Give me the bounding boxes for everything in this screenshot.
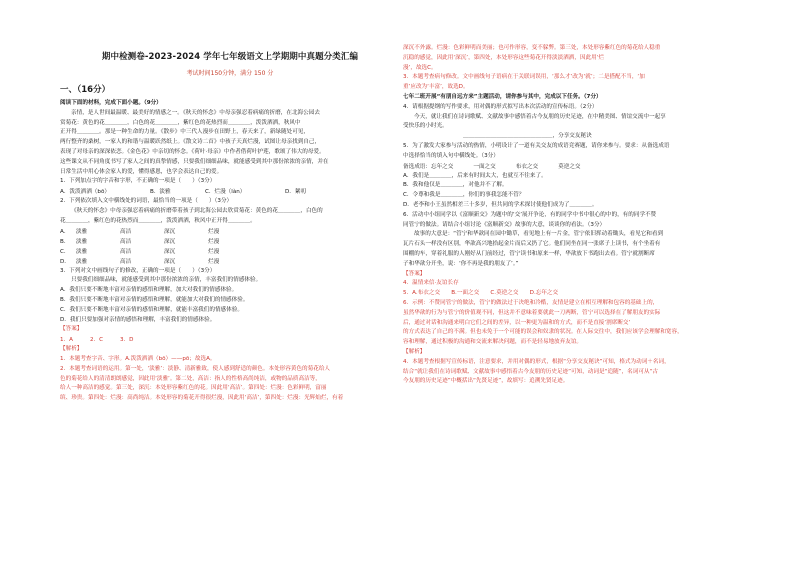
q5-item: C．令尊和我是＿＿＿＿，你们的事我怎能不管？	[403, 192, 525, 199]
section-heading: 七年二班开展“有朋自远方来”主题活动，请你参与其中，完成以下任务。（7分）	[403, 93, 602, 100]
question-5: 5．为了激发大家参与活动的热情，小明设计了一道有关交友的成语竞赛题，请你来参与。要求：从备选成语	[403, 142, 670, 149]
question-6: 6．活动中小组同学以《富顺新交》为题中的‘交’展开争论，有的同学中书中很心的中的，有的同学不赞	[403, 211, 657, 218]
analysis-label: 【解析】	[60, 346, 83, 353]
answer-line: 5．A.布衣之交 B.一面之交 C.莫逆之交 D.忘年之交	[403, 290, 559, 297]
question-3: 3．下列对文中画线句子的修改，正确的一项是（ ）（3分）	[60, 267, 216, 274]
passage-line: 正开得＿＿＿＿。那是一种生命的力量。《散步》中三代人漫步在田野上，春天来了，新绿随处可见，	[60, 129, 309, 136]
story-line: 子和华歆分开坐，说：‘你不再是我的朋友了’。”	[403, 260, 519, 267]
q2-option-row	[60, 247, 400, 257]
answers-row	[60, 335, 400, 345]
analysis-line: 深沉不外露。烂漫：色彩鲜明而美丽；也可作形容，变不躲弊。第三处，本处形容紫红色的菊花给人稳重	[403, 45, 661, 51]
option-key: B．	[60, 238, 70, 245]
option-word: 烂漫	[208, 228, 220, 235]
answer-line: 容和理解，通过积极的沟通和交流来解决问题，而不是轻易地放弃友谊。	[403, 339, 583, 346]
analysis-line: 色的菊花给人的清清朗朗感觉，因此用‘淡雅’。第二处，高洁：指人的性格高尚纯洁，或物的品质高洁等，	[60, 375, 321, 382]
option-word: 淡雅	[76, 238, 88, 245]
q4-answer-line: ＿＿＿＿＿＿＿＿＿＿＿＿＿＿＿＿，分享交友秘诀	[463, 133, 592, 140]
bank-label: 备选成语：忘年之交	[403, 163, 454, 170]
option-word: 淡雅	[76, 248, 88, 255]
answer-line: 虽然华歆的行为与管宁的价值观不同，但这并不意味着要就此一刀两断，管宁可以选择在了解朋友的实际	[403, 309, 661, 316]
answer-line: 的方式表达了自己的不满。但也未免于一个可能的误会和奴隶的状况。在人际交往中，我们应该学会理解和宽容，	[403, 329, 683, 336]
page-title: 期中检测卷-2023-2024 学年七年级语文上学期期中真题分类汇编	[101, 52, 359, 62]
passage-line: 这些课文从不同角度书写了家人之间的真挚情感，只要我们细细品味，就能感受到其中那份浓浓的亲情，并在	[60, 158, 329, 165]
analysis-line: 结合“就让我们在诗词歌赋、文献故事中感悟着古今友朋的历史足迹”可知，动词是“追随”，名词可从“古	[403, 368, 659, 375]
right-column	[403, 44, 748, 387]
answer-label: 【答案】	[403, 270, 426, 277]
answer-line: 后，通过对话和沟通来明白它们之间的差异，以一种更为温和的方式，而不是直接‘割席断交’	[403, 319, 631, 326]
analysis-line: 给人一种高洁的感觉。第三处，深沉：本处形容紫红色的花。因此用‘高洁’。第四处：烂漫：色彩鲜明，富丽	[60, 385, 327, 392]
bank-item: 布衣之交	[515, 163, 539, 170]
analysis-line: 沉稳的感觉，因此用‘深沉’，第四处，本处形容这些菊花开得淡淡洒洒，因此用‘烂	[403, 54, 605, 61]
analysis-line: 2．本题考查词语的运用。第一处，‘淡雅’：淡静、清新雅致，使人感到舒适的颜色。本处形容黄色的菊花给人	[60, 365, 331, 372]
story-text: “管宁和华歆同在园中锄草，看见地上有一片金，管宁依旧挥动着锄头，看见它和看到	[453, 231, 664, 238]
passage-line: 赏菊花：黄色的花＿＿＿＿，白色的花＿＿＿＿，紫红色的花热烈而＿＿＿＿，泼泼洒洒，秋风中	[60, 119, 301, 126]
option-word: 淡雅	[76, 228, 88, 235]
instruction: 阅读下面的材料，完成下面小题。（9分）	[60, 100, 162, 106]
story-line	[403, 230, 748, 240]
q2-text: 《秋天的怀念》中母亲强忍着病痛的折磨带着孩子到北海公园去欣赏菊花：黄色的花＿＿＿＿，白色的	[71, 207, 323, 214]
option-word: 高洁	[120, 258, 132, 265]
answer: 1．A	[60, 337, 73, 344]
passage-line: 日常生活中用心体会家人的爱，懂得感恩，也学会表达自己的爱。	[60, 168, 223, 175]
q1-option: A．泼泼洒洒（bō）	[60, 189, 110, 196]
question-1: 1．下列加点字的字音和字形，不正确的一项是（ ）（3分）	[60, 178, 216, 185]
q2-option-row	[60, 257, 400, 267]
q1-option: D．絮叨	[285, 189, 307, 196]
bank-item: 一面之交	[473, 163, 496, 170]
answer: 3．D	[120, 337, 134, 344]
q5-item: B．我和他仅是＿＿＿＿，对他并不了解。	[403, 182, 508, 189]
q3-option: C．我们只要不断地丰富对亲情的感悟和理解，就能丰富我们的情感体验。	[60, 306, 243, 313]
question-5: 中选择恰当的填入句中横线处。（3分）	[403, 152, 499, 159]
analysis-line: 重’应改为‘丰富’，故选D。	[403, 84, 469, 91]
option-word: 烂漫	[208, 258, 220, 265]
answer-line: 4．温情来信·友谊长存	[403, 280, 459, 287]
option-word: 高洁	[120, 248, 132, 255]
q3-option: A．我们只要不断地丰富对亲情的感悟和理解，加大对我们的情感体验。	[60, 287, 238, 294]
story-head: 故事的大意是：	[414, 231, 454, 238]
option-word: 淡雅	[76, 258, 88, 265]
left-column	[60, 44, 400, 404]
analysis-line: 1．本题考查字音、字形。A.泼泼洒洒（bō）——pō；故选A。	[60, 355, 216, 362]
analysis-line: 漫’，故选C。	[403, 64, 437, 71]
question-6: 同管宁的做法。请结合小组讨论《富顺新交》故事的大意，谈谈你的看法。（3分）	[403, 221, 606, 228]
bank-item: 莫逆之交	[558, 163, 581, 170]
option-key: D．	[60, 258, 70, 265]
idiom-bank	[403, 162, 748, 172]
q2-option-row	[60, 227, 400, 237]
analysis-label: 【解析】	[403, 348, 426, 355]
q1-options	[60, 187, 400, 197]
analysis-line: 缤、珍贵。第四处：烂漫：高尚纯洁。本处形容的菊花开得很烂漫，因此用‘高洁’，第四处：烂漫：光辉灿烂，有着	[60, 395, 344, 402]
passage-line: 表现了对母亲的深深依恋。《金色花》中亲切的怀念。《荷叶·母亲》中作者借荷叶护莲，歌颂了伟大的母爱。	[60, 148, 325, 155]
option-key: C．	[60, 248, 70, 255]
option-word: 深沉	[164, 258, 176, 265]
passage-line: 两行整齐的桑树，一家人的和谐与温暖跃然纸上。《散文诗二首》中孩子天真烂漫，试图让母亲找到自己，	[60, 139, 321, 146]
q2-text: 花＿＿＿＿，紫红色的花热烈而＿＿＿＿，泼泼洒洒，秋风中正开得＿＿＿＿。	[60, 217, 256, 224]
q5-item: A．我们是＿＿＿＿，后来有时间太大，也就互不往来了。	[403, 172, 547, 179]
option-word: 烂漫	[208, 238, 220, 245]
option-word: 深沉	[164, 228, 176, 235]
analysis-line: 今友朋的历史足迹”中概括出“先贤足迹”，故填写：追溯先贤足迹。	[403, 378, 569, 385]
exam-info: 考试时间150分钟，满分 150 分	[186, 70, 274, 77]
q3-option: D．我们只要加强对亲情的感悟和理解，丰富我们的情感体验。	[60, 316, 216, 323]
option-word: 深沉	[164, 238, 176, 245]
option-word: 深沉	[164, 248, 176, 255]
option-word: 烂漫	[208, 248, 220, 255]
section-heading: 一、（16分）	[60, 85, 111, 95]
option-word: 高洁	[120, 228, 132, 235]
q1-option: C．烂漫（làn）	[205, 189, 246, 196]
answer: 2．C	[90, 337, 104, 344]
q1-option: B．淡雅	[150, 189, 171, 196]
option-word: 高洁	[120, 238, 132, 245]
analysis-line: 3．本题考查病句修改。文中画线句子语病在于关联词误用，‘那么才’改为‘就’；二是搭配不当，‘加	[403, 74, 645, 81]
analysis-line: 4．本题考查根据写宣传标语，注意要求，并用对偶的形式，根据“分享交友秘诀”可知，格式为动词＋名词，	[403, 358, 670, 365]
answer-label: 【答案】	[60, 326, 83, 333]
story-line: 围棚的车，穿着礼服的人刚好从门前经过，管宁读书和原来一样，华歆放下书跑出去看。管宁就割断席	[403, 250, 655, 257]
q3-text: 只要我们细细品味，就能感受到其中那份浓浓的亲情，丰富我们的情感体验。	[71, 277, 262, 284]
q5-item: D．老李和小王虽然相差三十多岁，但共同的学术探讨使他们成为了＿＿＿＿。	[403, 201, 598, 208]
q4-text: 今天，就让我们在诗词歌赋、文献故事中感悟着古今友朋的历史足迹，在中精美图、情谊交流中一起享	[414, 113, 666, 120]
answer-line: 6．示例：不赞同管宁的做法，管宁的做法过于决绝和冷酷，友情是建立在相互理解和包容的基础上的，	[403, 299, 659, 306]
option-key: A．	[60, 228, 70, 235]
passage-line: 亲情，是人世间最温暖、最美好的情感之一。《秋天的怀念》中母亲强忍着病痛的折磨，在北海公园去	[71, 109, 320, 116]
story-line: 瓦片石头一样没有区别，华歆高兴地拾起金片而后又扔了它。他们同坐在同一张席子上读书，有个坐着有	[403, 241, 661, 248]
question-2: 2．下列依次填入文中横线处的词语，最恰当的一项是（ ）（3分）	[60, 198, 233, 205]
q2-option-row	[60, 237, 400, 247]
q3-option: B．我们只要不断地丰富对亲情的感悟和理解，就能加大对我们的情感体验。	[60, 296, 249, 303]
question-4: 4．请根据提纲的写作要求，用对偶的形式拟写出本次活动的宣传标语。（2分）	[403, 103, 598, 110]
q4-text: 受快乐的小时光。	[403, 123, 448, 130]
